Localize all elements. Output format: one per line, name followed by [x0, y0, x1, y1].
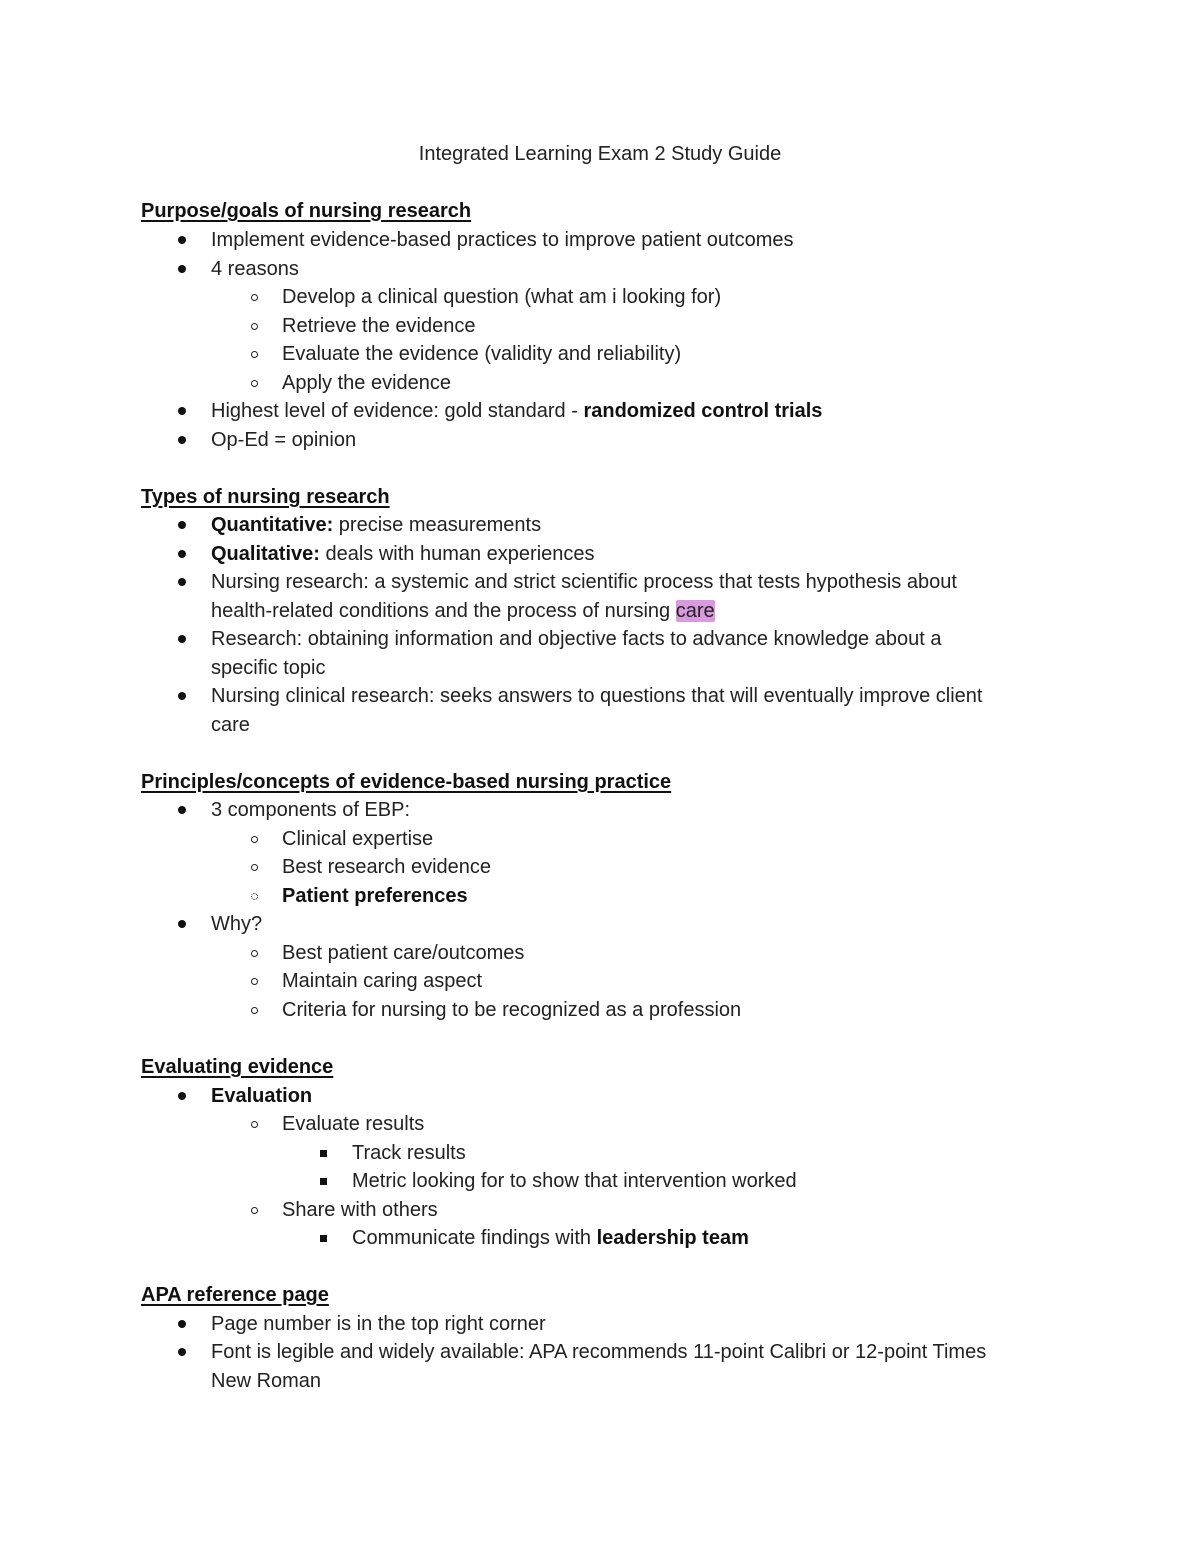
bullet-circle-icon [247, 283, 261, 312]
list-item: 3 components of EBP: [211, 796, 410, 825]
highlighted-text: care [675, 600, 715, 622]
bullet-circle-icon [247, 1110, 261, 1139]
bullet-dot-icon [175, 511, 189, 540]
list-item: 4 reasons [211, 255, 299, 284]
bullet-dot-icon [175, 625, 189, 654]
bullet-square-icon [316, 1224, 330, 1253]
list-item: Quantitative: precise measurements [211, 511, 541, 540]
list-item: Implement evidence-based practices to improve patient outcomes [211, 226, 794, 255]
bullet-circle-icon [247, 1196, 261, 1225]
bullet-circle-icon [247, 312, 261, 341]
heading-evaluating: Evaluating evidence [141, 1056, 334, 1078]
bullet-dot-icon [175, 568, 189, 597]
bullet-dot-icon [175, 796, 189, 825]
bullet-dot-icon [175, 255, 189, 284]
list-item: Nursing research: a systemic and strict scientific process that tests hypothesis about [211, 568, 957, 597]
list-item: Develop a clinical question (what am i looking for) [282, 283, 721, 312]
list-item: Metric looking for to show that intervention worked [352, 1167, 797, 1196]
list-item: Qualitative: deals with human experiences [211, 540, 595, 569]
heading-principles: Principles/concepts of evidence-based nursing practice [141, 771, 672, 793]
list-item: Evaluation [211, 1082, 312, 1111]
list-item: Communicate findings with leadership team [352, 1224, 749, 1253]
list-item: Best patient care/outcomes [282, 939, 524, 968]
bullet-dot-icon [175, 1082, 189, 1111]
list-item: Apply the evidence [282, 369, 451, 398]
bullet-circle-icon [247, 996, 261, 1025]
bullet-circle-icon [247, 825, 261, 854]
bullet-dot-icon [175, 1310, 189, 1339]
document-title: Integrated Learning Exam 2 Study Guide [418, 143, 782, 165]
list-item: Why? [211, 910, 262, 939]
list-item-continuation: specific topic [211, 657, 326, 679]
list-item-continuation: health-related conditions and the process of nursing care [211, 600, 715, 622]
heading-types: Types of nursing research [141, 486, 390, 508]
heading-apa: APA reference page [141, 1284, 329, 1306]
list-item: Clinical expertise [282, 825, 433, 854]
list-item: Font is legible and widely available: APA recommends 11-point Calibri or 12-point Times [211, 1338, 986, 1367]
list-item: Track results [352, 1139, 466, 1168]
bullet-circle-icon [247, 369, 261, 398]
list-item: Page number is in the top right corner [211, 1310, 546, 1339]
list-item: Maintain caring aspect [282, 967, 482, 996]
list-item: Nursing clinical research: seeks answers to questions that will eventually improve client [211, 682, 982, 711]
bullet-circle-icon [247, 340, 261, 369]
list-item: Evaluate the evidence (validity and reliability) [282, 340, 681, 369]
bullet-square-icon [316, 1139, 330, 1168]
bullet-circle-icon [247, 853, 261, 882]
bullet-square-icon [316, 1167, 330, 1196]
list-item-continuation: New Roman [211, 1370, 322, 1392]
list-item: Op-Ed = opinion [211, 426, 356, 455]
bullet-circle-icon [247, 967, 261, 996]
bullet-dotted-circle-icon [247, 882, 261, 911]
bullet-dot-icon [175, 397, 189, 426]
list-item: Criteria for nursing to be recognized as a profession [282, 996, 741, 1025]
list-item: Highest level of evidence: gold standard - randomized control trials [211, 397, 822, 426]
bullet-dot-icon [175, 540, 189, 569]
bullet-dot-icon [175, 910, 189, 939]
bullet-dot-icon [175, 1338, 189, 1367]
list-item: Retrieve the evidence [282, 312, 475, 341]
list-item: Patient preferences [282, 882, 468, 911]
list-item: Research: obtaining information and objective facts to advance knowledge about a [211, 625, 941, 654]
bullet-dot-icon [175, 426, 189, 455]
list-item: Share with others [282, 1196, 438, 1225]
list-item: Evaluate results [282, 1110, 424, 1139]
bullet-dot-icon [175, 682, 189, 711]
list-item: Best research evidence [282, 853, 491, 882]
bullet-dot-icon [175, 226, 189, 255]
bullet-circle-icon [247, 939, 261, 968]
list-item-continuation: care [211, 714, 250, 736]
heading-purpose: Purpose/goals of nursing research [141, 200, 472, 222]
